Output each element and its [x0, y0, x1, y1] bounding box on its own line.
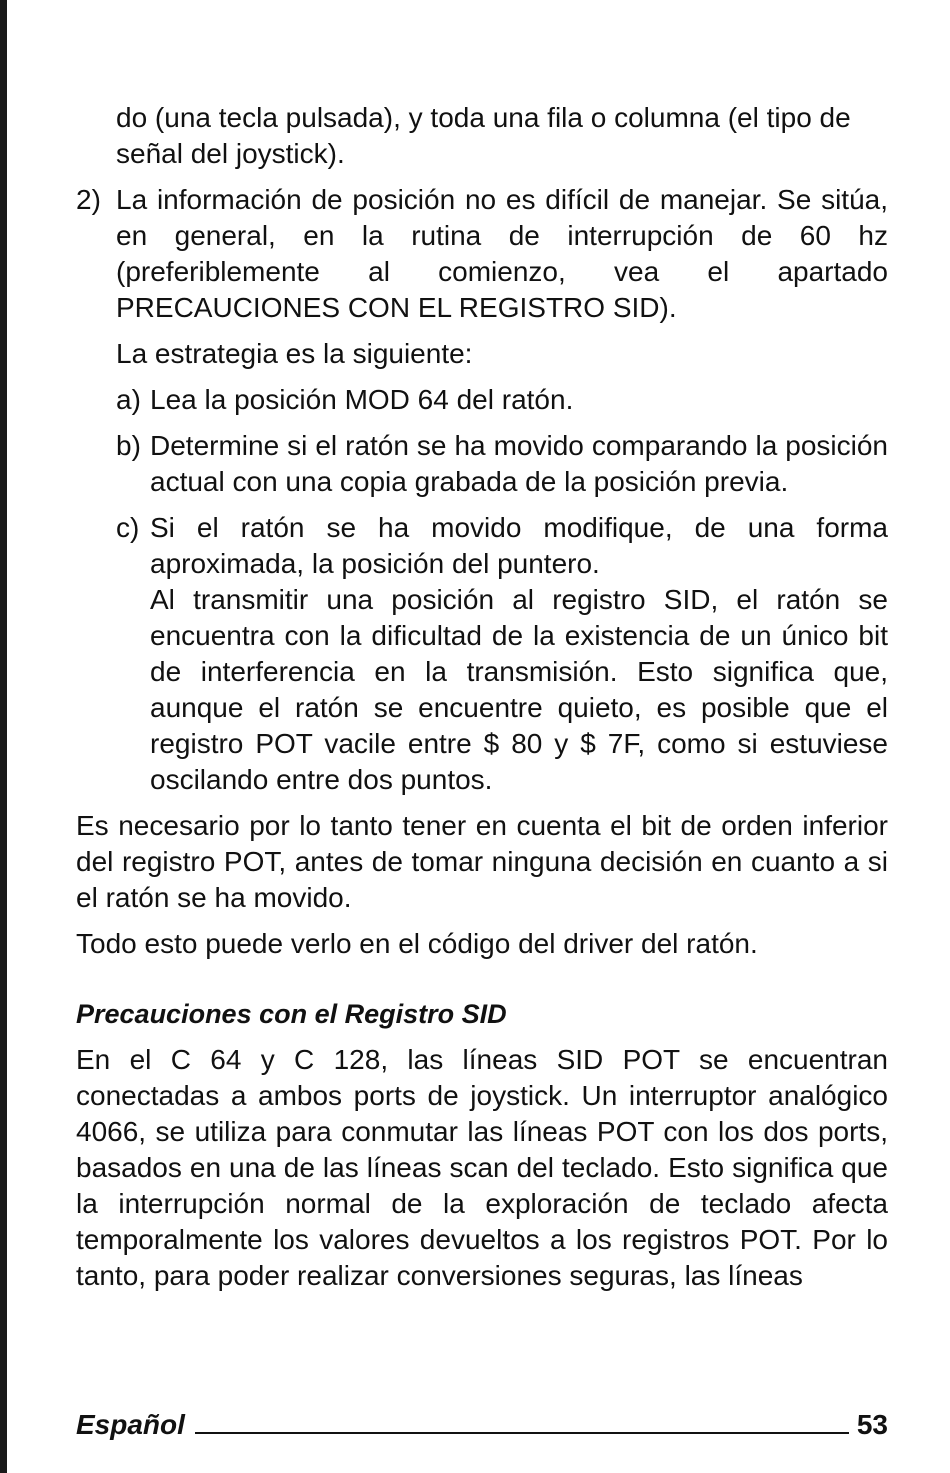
intro-continuation-paragraph: do (una tecla pulsada), y toda una fila o columna (el tipo de señal del joystick). [116, 102, 851, 169]
page-body [76, 100, 888, 1304]
step-label: c) [116, 512, 140, 543]
item-number: 2) [76, 184, 101, 215]
paragraph-driver: Todo esto puede verlo en el código del driver del ratón. [76, 928, 758, 959]
page-number: 53 [856, 1409, 888, 1440]
paragraph-necessary: Es necesario por lo tanto tener en cuenta el bit de orden inferior del registro POT, antes de tomar ninguna decisión en cuanto a si el ratón se ha movido. [76, 810, 888, 913]
section-paragraph: En el C 64 y C 128, las líneas SID POT se encuentran conectadas a ambos ports de joystick. Un interruptor analógico 4066, se utiliza para conmutar las líneas POT con los dos ports, basados en una de las líneas scan del teclado. Esto significa que la interrupción normal de la exploración de teclado afecta temporalmente los valores devueltos a los registros POT. Por lo tanto, para poder realizar conversiones seguras, las líneas [76, 1044, 888, 1291]
step-a [76, 382, 888, 418]
item-text: La información de posición no es difícil de manejar. Se sitúa, en general, en la rutina de interrupción de 60 hz (preferiblemente al comienzo, vea el apartado PRECAUCIONES CON EL REGISTRO SID). [116, 184, 888, 323]
step-text: Si el ratón se ha movido modifique, de una forma aproximada, la posición del puntero. [150, 512, 888, 579]
page-spine-edge [0, 0, 7, 1473]
step-c-note: Al transmitir una posición al registro SID, el ratón se encuentra con la dificultad de la existencia de un único bit de interferencia en la transmisión. Esto significa que, aunque el ratón se encuentre quieto, es posible que el registro POT vacile entre $ 80 y $ 7F, como si estuviese oscilando entre dos puntos. [150, 584, 888, 795]
step-b [76, 428, 888, 500]
page-footer [76, 1403, 888, 1443]
step-text: Lea la posición MOD 64 del ratón. [150, 384, 574, 415]
step-label: b) [116, 430, 141, 461]
numbered-item-2 [76, 182, 888, 326]
section-heading: Precauciones con el Registro SID [76, 999, 507, 1029]
footer-rule [195, 1432, 849, 1434]
step-text: Determine si el ratón se ha movido comparando la posición actual con una copia grabada de la posición previa. [150, 430, 888, 497]
step-c [76, 510, 888, 582]
strategy-intro: La estrategia es la siguiente: [116, 338, 473, 369]
footer-language: Español [76, 1409, 185, 1440]
step-label: a) [116, 384, 141, 415]
